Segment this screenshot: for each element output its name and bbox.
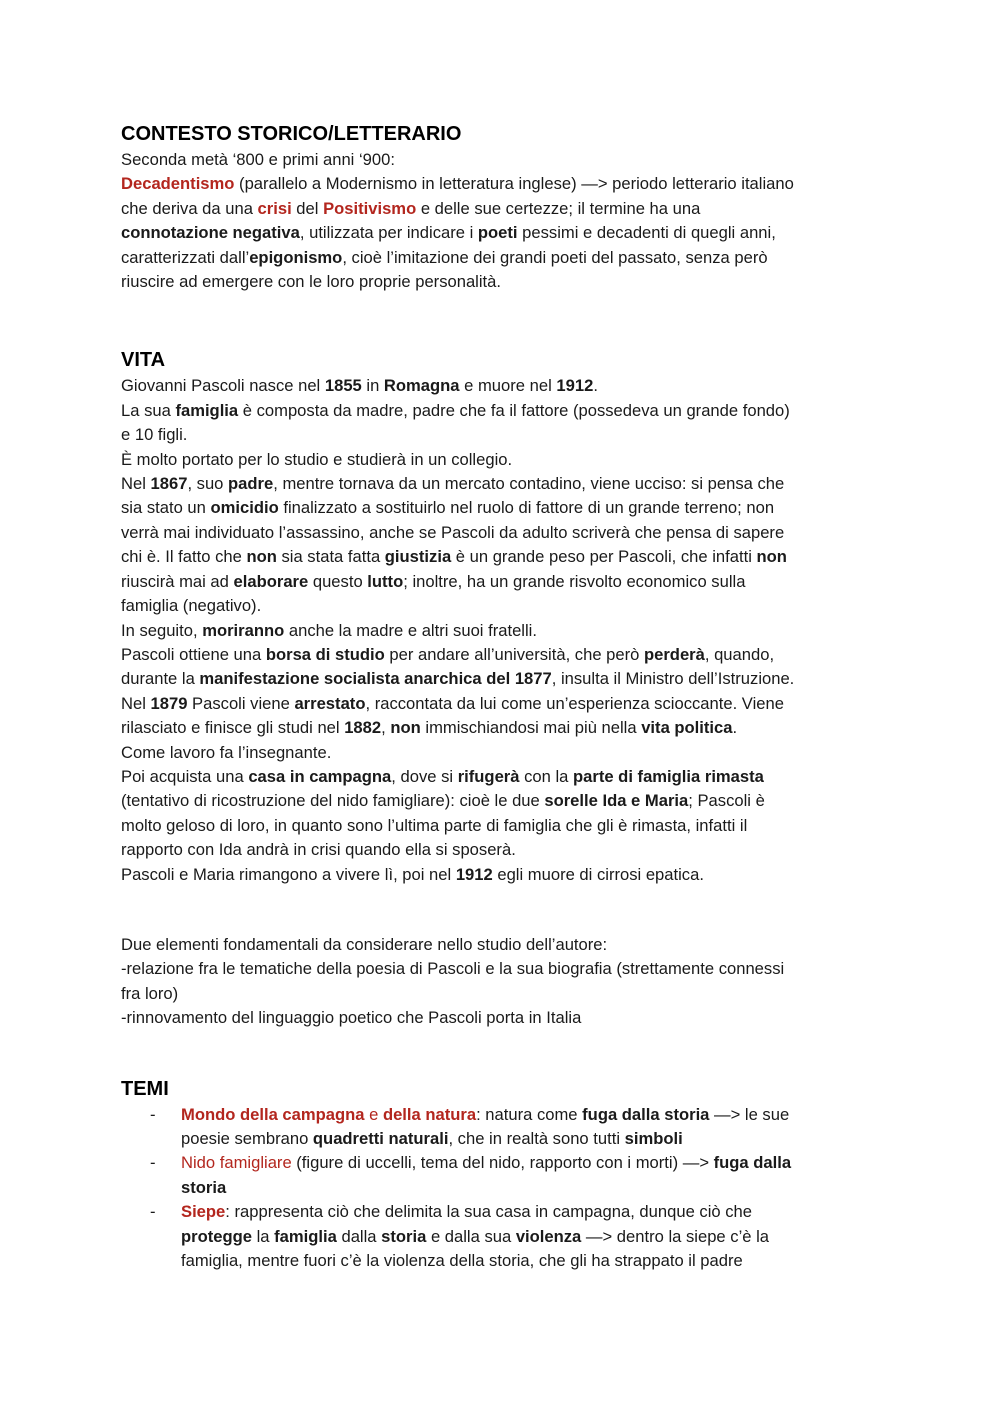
bold-term: arrestato (294, 693, 366, 713)
dash-bullet: - (150, 1202, 156, 1222)
bold-term: omicidio (210, 498, 279, 518)
temi-list (121, 1103, 881, 1274)
text-line (121, 863, 881, 887)
text-run: . (593, 376, 598, 396)
text-line: riuscire ad emergere con le loro proprie personalità. (121, 272, 502, 292)
text-run: e dalla sua (426, 1226, 516, 1246)
bold-term: 1882 (344, 718, 382, 738)
text-run: —> dentro la siepe c’è la (581, 1226, 770, 1246)
text-run: dalla (336, 1226, 382, 1246)
bold-term: epigonismo (249, 247, 343, 267)
text-line (181, 1127, 881, 1151)
bold-term: violenza (515, 1226, 582, 1246)
text-run: sia stato un (121, 498, 211, 518)
bold-term: 1912 (556, 376, 594, 396)
text-run: anche la madre e altri suoi fratelli. (284, 620, 537, 640)
text-run: —> le sue (709, 1104, 790, 1124)
bold-term: poeti (477, 223, 518, 243)
text-run: durante la (121, 669, 200, 689)
text-run: , utilizzata per indicare i (299, 223, 478, 243)
text-run: chi è. Il fatto che (121, 547, 247, 567)
text-line: storia (181, 1177, 227, 1197)
text-run: caratterizzati dall’ (121, 247, 250, 267)
text-line (121, 374, 881, 398)
text-line: molto geloso di loro, in quanto sono l’ultima parte di famiglia che gli è rimasta, infatti il (121, 815, 748, 835)
text-line (121, 246, 881, 270)
text-line: Seconda metà ‘800 e primi anni ‘900: (121, 150, 395, 169)
text-run: egli muore di cirrosi epatica. (492, 864, 704, 884)
text-line (121, 221, 881, 245)
section-heading-temi: TEMI (121, 1077, 169, 1100)
text-run: . (732, 718, 738, 738)
text-run: riuscirà mai ad (121, 571, 234, 591)
text-run: Pascoli viene (187, 693, 295, 713)
text-line: Come lavoro fa l’insegnante. (121, 742, 332, 762)
text-run: e muore nel (459, 376, 557, 396)
bold-term: protegge (181, 1226, 252, 1246)
text-run: rilasciato e finisce gli studi nel (121, 718, 345, 738)
text-run: , suo (187, 474, 229, 494)
bold-term: rifugerà (457, 766, 520, 786)
text-line (121, 643, 881, 667)
text-line (181, 1151, 881, 1175)
text-line: verrà mai individuato l’assassino, anche se Pascoli da adulto scriverà che pensa di sapere (121, 522, 785, 542)
bold-term: famiglia (274, 1226, 337, 1246)
text-line: Due elementi fondamentali da considerare nello studio dell’autore: (121, 934, 608, 954)
text-run: , dove si (391, 766, 458, 786)
text-run: che deriva da una (121, 198, 258, 218)
text-run: Poi acquista una (121, 766, 249, 786)
text-line (121, 789, 881, 813)
bold-term: vita politica (641, 718, 733, 738)
bold-term: 1855 (324, 376, 362, 396)
text-run: , quando, (704, 644, 775, 664)
bold-term: giustizia (384, 547, 452, 567)
list-item (121, 1103, 881, 1152)
text-line (121, 716, 881, 740)
bold-term: sorelle Ida e Maria (544, 791, 689, 811)
text-run: Nel (121, 474, 151, 494)
text-run: è composta da madre, padre che fa il fattore (possedeva un grande fondo) (238, 400, 790, 420)
bold-term: 1879 (150, 693, 188, 713)
text-run: , raccontata da lui come un’esperienza scioccante. Viene (365, 693, 784, 713)
text-run: , cioè l’imitazione dei grandi poeti del passato, senza però (342, 247, 768, 267)
text-run: pessimi e decadenti di quegli anni, (517, 223, 776, 243)
bold-term: fuga dalla storia (582, 1104, 710, 1124)
contesto-paragraph (121, 148, 881, 294)
bold-term: non (246, 547, 277, 567)
bold-term: borsa di studio (265, 644, 385, 664)
text-run: ; inoltre, ha un grande risvolto economico sulla (403, 571, 746, 591)
text-line: fra loro) (121, 983, 179, 1003)
text-run: e (364, 1104, 383, 1124)
text-run: Nel (121, 693, 151, 713)
text-run: in (361, 376, 384, 396)
text-line: rapporto con Ida andrà in crisi quando ella si sposerà. (121, 840, 516, 860)
bold-term: 1912 (455, 864, 493, 884)
text-run: la (252, 1226, 275, 1246)
text-line (181, 1225, 881, 1249)
text-run: e delle sue certezze; il termine ha una (416, 198, 701, 218)
text-run: ; Pascoli è (688, 791, 765, 811)
text-line (121, 667, 881, 691)
text-line (121, 545, 881, 569)
highlight-term: Nido famigliare (181, 1153, 292, 1173)
elementi-paragraph (121, 933, 881, 1031)
section-heading-contesto: CONTESTO STORICO/LETTERARIO (121, 123, 462, 145)
text-line (121, 172, 881, 196)
bold-term: manifestazione socialista anarchica del 1877 (199, 669, 552, 689)
bold-term: famiglia (175, 400, 239, 420)
text-line: famiglia (negativo). (121, 596, 262, 616)
bold-term: fuga dalla (713, 1153, 792, 1173)
bold-term: elaborare (233, 571, 309, 591)
bold-term: quadretti naturali (312, 1129, 449, 1148)
text-run: immischiandosi mai più nella (420, 718, 642, 738)
text-run: Pascoli e Maria rimangono a vivere lì, poi nel (121, 864, 456, 884)
text-run: , che in realtà sono tutti (448, 1129, 625, 1148)
text-line (121, 570, 881, 594)
bold-term: padre (228, 474, 274, 494)
document-content (121, 120, 881, 1273)
text-run: finalizzato a sostituirlo nel ruolo di fattore di un grande terreno; non (278, 498, 775, 518)
text-run: questo (308, 571, 368, 591)
bold-term: non (390, 718, 421, 738)
dash-bullet: - (150, 1153, 156, 1173)
text-line: -rinnovamento del linguaggio poetico che Pascoli porta in Italia (121, 1008, 582, 1028)
text-line: -relazione fra le tematiche della poesia di Pascoli e la sua biografia (strettamente connessi (121, 959, 785, 979)
text-line: famiglia, mentre fuori c’è la violenza della storia, che gli ha strappato il padre (181, 1251, 743, 1271)
bold-term: Romagna (383, 376, 460, 396)
text-run: , insulta il Ministro dell’Istruzione. (551, 669, 795, 689)
text-line (121, 472, 881, 496)
bold-term: non (756, 547, 787, 567)
bold-term: parte di famiglia rimasta (573, 766, 764, 786)
section-heading-vita: VITA (121, 349, 166, 372)
dash-bullet: - (150, 1104, 156, 1124)
text-run: poesie sembrano (181, 1129, 313, 1148)
text-line (181, 1103, 881, 1127)
highlight-term: Siepe (181, 1202, 226, 1222)
bold-term: moriranno (202, 620, 285, 640)
bold-term: 1867 (150, 474, 188, 494)
list-item (121, 1151, 881, 1200)
bold-term: casa in campagna (248, 766, 392, 786)
highlight-term: Positivismo (323, 198, 417, 218)
text-run: La sua (121, 400, 176, 420)
text-run: (tentativo di ricostruzione del nido famigliare): cioè le due (121, 791, 545, 811)
text-run: Pascoli ottiene una (121, 644, 266, 664)
text-run: : natura come (476, 1104, 583, 1124)
text-run: del (291, 198, 324, 218)
bold-term: storia (381, 1226, 427, 1246)
text-run: (parallelo a Modernismo in letteratura inglese) —> periodo letterario italiano (234, 174, 794, 194)
bold-term: perderà (643, 644, 705, 664)
text-line (121, 692, 881, 716)
text-run: è un grande peso per Pascoli, che infatti (451, 547, 757, 567)
vita-paragraph (121, 374, 881, 887)
highlight-term: Decadentismo (121, 174, 235, 194)
text-run: con la (519, 766, 573, 786)
text-line (121, 619, 881, 643)
bold-term: connotazione negativa (121, 223, 300, 243)
text-run: : rappresenta ciò che delimita la sua casa in campagna, dunque ciò che (225, 1202, 752, 1222)
text-run: sia stata fatta (276, 547, 385, 567)
text-line: e 10 figli. (121, 425, 188, 445)
text-line (181, 1200, 881, 1224)
text-line (121, 496, 881, 520)
text-line: È molto portato per lo studio e studierà in un collegio. (121, 449, 513, 469)
highlight-term: crisi (257, 198, 292, 218)
bold-term: lutto (367, 571, 404, 591)
text-line (121, 399, 881, 423)
text-run: , mentre tornava da un mercato contadino, viene ucciso: si pensa che (273, 474, 785, 494)
text-run: Giovanni Pascoli nasce nel (121, 376, 325, 396)
text-line (121, 765, 881, 789)
text-run: , (381, 718, 391, 738)
text-run: per andare all’università, che però (384, 644, 644, 664)
highlight-term: Mondo della campagna (181, 1104, 365, 1124)
text-run: In seguito, (121, 620, 203, 640)
list-item (121, 1200, 881, 1273)
bold-term: simboli (624, 1129, 683, 1148)
text-line (121, 197, 881, 221)
text-run: (figure di uccelli, tema del nido, rapporto con i morti) —> (291, 1153, 714, 1173)
highlight-term: della natura (382, 1104, 477, 1124)
